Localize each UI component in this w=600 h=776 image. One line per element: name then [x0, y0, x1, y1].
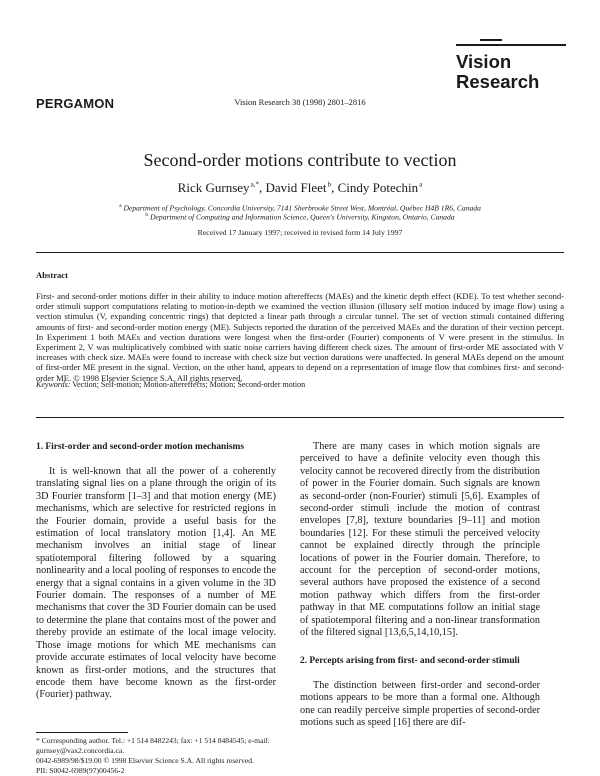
section-heading: 1. First-order and second-order motion mechanisms — [36, 442, 244, 452]
abstract-heading: Abstract — [36, 270, 68, 280]
journal-logo-line2: Research — [456, 71, 540, 92]
journal-logo-rule — [456, 44, 566, 46]
journal-citation: Vision Research 38 (1998) 2801–2816 — [234, 97, 366, 107]
pii-line: PII: S0042-6989(97)00456-2 — [36, 766, 125, 775]
divider — [36, 252, 564, 253]
affiliation-mark: b — [145, 212, 149, 218]
author-name: Cindy Potechin — [337, 180, 419, 195]
section-heading: 2. Percepts arising from first- and second-order stimuli — [300, 656, 520, 666]
author-name: Rick Gurnsey — [177, 180, 250, 195]
divider — [36, 417, 564, 418]
body-paragraph: The distinction between first-order and second-order motions appears to be more than a formal one. Although one can readily perceive simple properties of second-order motions such as speed [16] there are dif- — [300, 680, 540, 729]
author-mark: a — [419, 180, 423, 189]
abstract-text: First- and second-order motions differ in their ability to induce motion aftereffects (MAEs) and the kinetic depth effect (KDE). To test whether second-order stimuli support computations relating to motion-in-depth we examined the vection illusion (illusory self motion induced by image flow) using a vection stimulus (V, expanding concentric rings) that depicted a linear path through a circular tunnel. The set of vection stimuli contained differing amounts of first- and second-order motion energy (ME). Subjects reported the duration of the perceived MAEs and the duration of their vection percept. In Experiment 1 both MAEs and vection durations were longest when the first-order (Fourier) components of V were present in the stimulus. In Experiment 2, V was multiplicatively combined with static noise carriers having different check sizes. The amount of first-order ME associated with V increases with check size. MAEs were found to increase with check size but vection durations were unaffected. In general MAEs depend on the amount of first-order ME present in the signal. Vection, on the other hand, appears to depend on a representation of image flow that combines first- and second-order ME. © 1998 Elsevier Science S.A. All rights reserved. — [36, 291, 564, 383]
body-paragraph: There are many cases in which motion signals are perceived to have a definite velocity even though this velocity cannot be recovered directly from the distribution of power in the Fourier domain. Such signals are known as second-order (non-Fourier) stimuli [5,6]. Examples of second-order stimuli include the motion of contrast envelopes [7,8], texture boundaries [9–11] and motion boundaries [12]. For these stimuli the perceived velocity cannot be explained directly through the principle locations of power in the Fourier domain. Therefore, to account for the perception of second-order motions, several authors have proposed the existence of a second motion pathway which differs from the first-order pathway in that ME computations follow an initial stage of spatiotemporal filtering and a non-linear transformation of the filtered signal [13,6,5,14,10,15]. — [300, 441, 540, 639]
body-paragraph: It is well-known that all the power of a coherently translating signal lies on a plane through the origin of its 3D Fourier transform [1–3] and that motion energy (ME) mechanisms, which are selective for restricted regions in the Fourier domain, provide a useful basis for the estimation of local translatory motion [1,4]. An ME mechanism involves an initial stage of linear spatiotemporal filtering followed by a squaring nonlinearity and a local pooling of responses to encode the energy that a signal contains in a given volume in the 3D Fourier domain. The responses of a number of ME mechanisms that cover the 3D Fourier domain can be used to determine the plane that contains most of the power and thereby provide an estimate of the local image velocity. Those image motions for which ME mechanisms can provide accurate estimates of local velocity have become known as first-order motions, and the structures that encode them have become known as the first-order (Fourier) pathway. — [36, 466, 276, 701]
received-dates: Received 17 January 1997; received in revised form 14 July 1997 — [197, 228, 403, 237]
keywords-label: Keywords: — [36, 380, 71, 389]
article-title: Second-order motions contribute to vection — [143, 150, 457, 170]
copyright-line: 0042-6989/98/$19.00 © 1998 Elsevier Science S.A. All rights reserved. — [36, 756, 254, 765]
journal-logo — [456, 52, 539, 92]
keywords-list: Vection; Self-motion; Motion-aftereffects; Motion; Second-order motion — [72, 380, 306, 389]
journal-logo-line1: Vision — [456, 51, 512, 72]
publisher-logo: PERGAMON — [36, 96, 115, 111]
author-name: David Fleet — [265, 180, 327, 195]
keywords — [36, 380, 305, 389]
author-mark: b — [327, 180, 332, 189]
affiliation-mark: a — [119, 203, 122, 209]
footnote-rule — [36, 732, 128, 733]
corresponding-author-footnote: * Corresponding author. Tel.: +1 514 8482243; fax: +1 514 8484545; e-mail: gurnsey@vax2.concordia.ca. — [36, 736, 270, 755]
affiliation — [0, 212, 600, 222]
affiliation-text: Department of Computing and Information Science, Queen's University, Kingston, Ontario, Canada — [150, 212, 455, 222]
author-list: Rick Gurnsey $^{a,*}$, David Fleet $^b$, Cindy Potechin $^a$ — [177, 180, 423, 195]
journal-logo-tick — [480, 39, 502, 41]
affiliation-text: Department of Psychology, Concordia University, 7141 Sherbrooke Street West, Montréal, Québec H4B 1R6, Canada — [123, 203, 481, 213]
author-mark: a,* — [250, 180, 259, 189]
